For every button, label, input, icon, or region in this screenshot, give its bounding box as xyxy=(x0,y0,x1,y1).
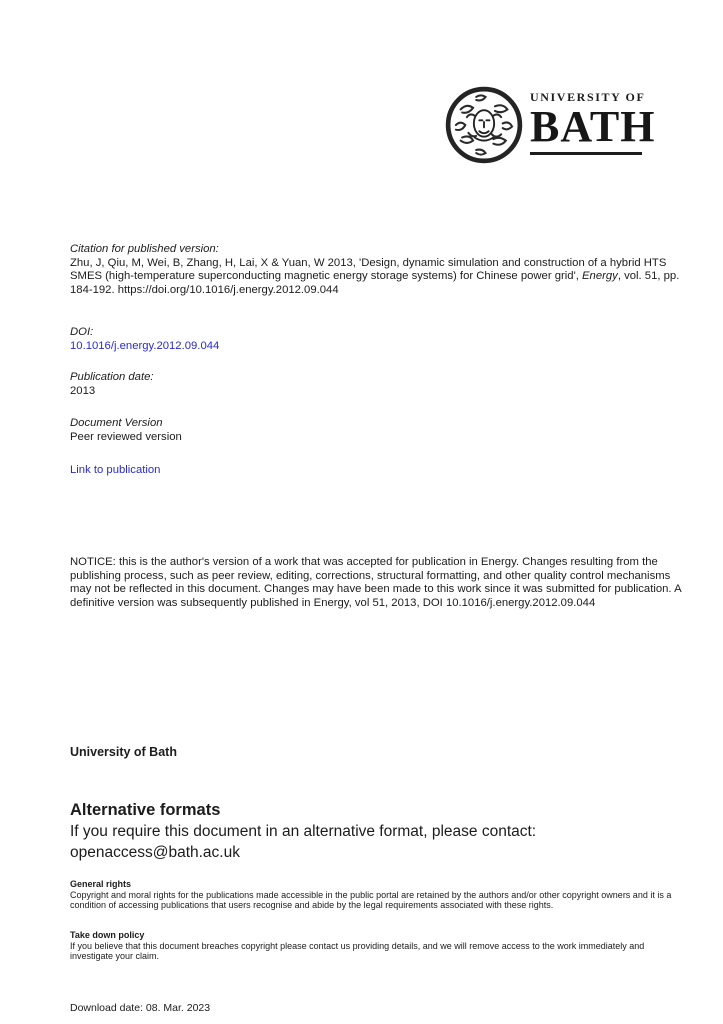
alternative-formats-body xyxy=(70,821,688,863)
general-rights-body: Copyright and moral rights for the publications made accessible in the public portal are retained by the authors and/or other copyright owners and it is a condition of accessing publications that users recognise and abide by the legal requirements associated with these rights. xyxy=(70,889,672,910)
general-rights-block xyxy=(70,879,688,911)
document-version-value: Peer reviewed version xyxy=(70,430,182,443)
citation-label: Citation for published version: xyxy=(70,243,219,255)
logo-bath-text: BATH xyxy=(530,102,656,151)
university-of-bath-logo xyxy=(445,86,656,166)
publication-date-block xyxy=(70,371,688,398)
general-rights-heading: General rights xyxy=(70,879,132,889)
doi-link[interactable]: 10.1016/j.energy.2012.09.044 xyxy=(70,339,220,352)
document-version-block xyxy=(70,417,688,444)
citation-text: Zhu, J, Qiu, M, Wei, B, Zhang, H, Lai, X & Yuan, W 2013, 'Design, dynamic simulation and construction of a hybrid HTS SMES (high-temperature superconducting magnetic energy storage systems) for Chinese power grid', xyxy=(70,256,667,283)
citation-journal-name: Energy xyxy=(582,270,618,283)
download-date: Download date: 08. Mar. 2023 xyxy=(70,1002,211,1014)
take-down-policy-heading: Take down policy xyxy=(70,930,145,940)
link-to-publication-block xyxy=(70,464,688,478)
citation-block xyxy=(70,243,688,297)
alternative-formats-text: If you require this document in an alternative format, please contact: xyxy=(70,823,537,840)
notice-paragraph: NOTICE: this is the author's version of a work that was accepted for publication in Energy. Changes resulting from the publishing process, such as peer review, editing, corrections, structural formatting, and other quality control mechanisms may not be reflected in this document. Changes may have been made to this work since it was submitted for publication. A definitive version was subsequently published in Energy, vol 51, 2013, DOI 10.1016/j.energy.2012.09.044 xyxy=(70,556,681,609)
doi-block xyxy=(70,326,688,353)
document-version-label: Document Version xyxy=(70,417,163,429)
link-to-publication[interactable]: Link to publication xyxy=(70,464,161,476)
logo-university-of-text: UNIVERSITY OF xyxy=(530,90,646,104)
logo-wordmark xyxy=(530,86,656,155)
citation-text-tail: , vol. 51, pp. 184-192. https://doi.org/10.1016/j.energy.2012.09.044 xyxy=(70,270,680,296)
publication-date-label: Publication date: xyxy=(70,371,154,383)
open-access-email-link[interactable]: openaccess@bath.ac.uk xyxy=(70,844,240,861)
logo-underline xyxy=(530,152,642,155)
take-down-policy-block xyxy=(70,930,688,962)
take-down-policy-body: If you believe that this document breaches copyright please contact us providing details, and we will remove access to the work immediately and investigate your claim. xyxy=(70,940,645,961)
doi-label: DOI: xyxy=(70,326,94,338)
university-name-heading: University of Bath xyxy=(70,745,177,759)
bath-crest-icon xyxy=(445,86,523,164)
publication-date-value: 2013 xyxy=(70,384,96,397)
alternative-formats-heading: Alternative formats xyxy=(70,801,221,819)
